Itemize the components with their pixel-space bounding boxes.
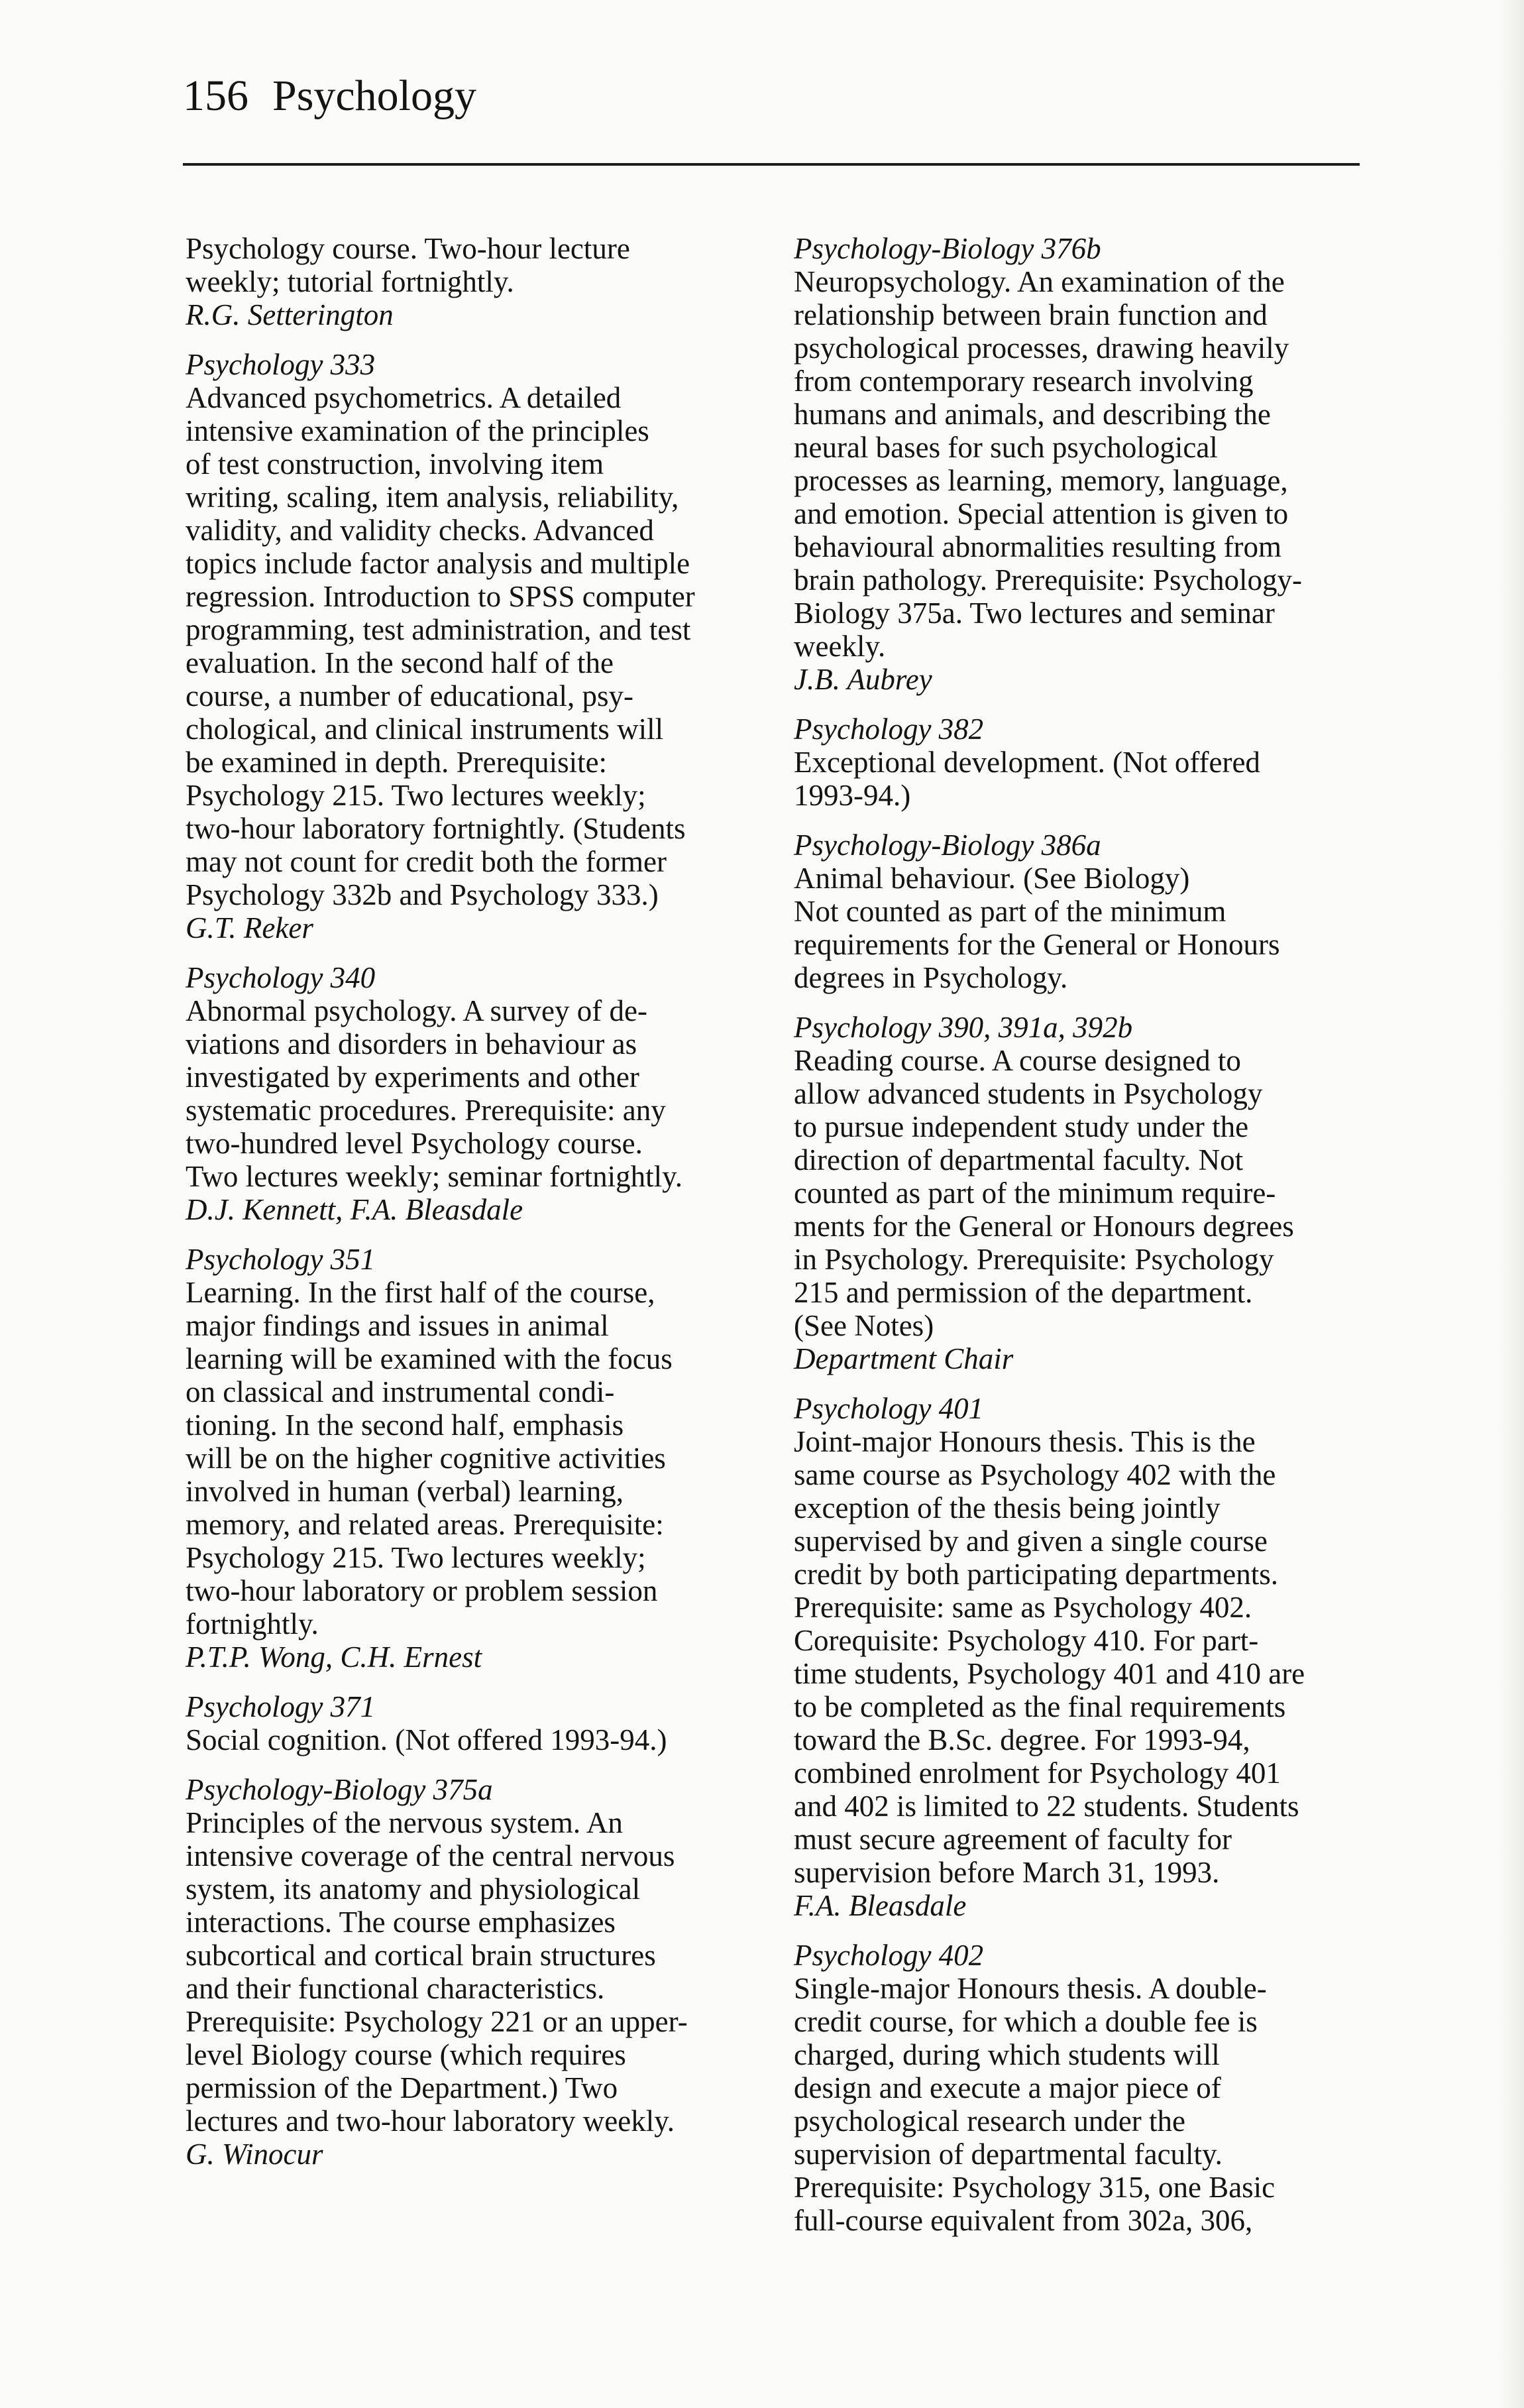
- description-line: involved in human (verbal) learning,: [186, 1475, 624, 1508]
- course-entry: [186, 1690, 782, 1756]
- description-line: weekly; tutorial fortnightly.: [186, 265, 514, 298]
- description-line: Psychology 332b and Psychology 333.): [186, 878, 659, 911]
- description-line: neural bases for such psychological: [794, 431, 1218, 464]
- description-line: learning will be examined with the focus: [186, 1342, 673, 1375]
- course-title: Psychology 401: [794, 1392, 984, 1425]
- course-entry: [186, 232, 782, 331]
- description-line: Abnormal psychology. A survey of de-: [186, 994, 647, 1027]
- description-line: and their functional characteristics.: [186, 1972, 605, 2005]
- description-line: credit by both participating departments.: [794, 1558, 1279, 1591]
- description-line: two-hour laboratory or problem session: [186, 1574, 658, 1607]
- description-line: psychological research under the: [794, 2104, 1185, 2138]
- description-line: lectures and two-hour laboratory weekly.: [186, 2104, 675, 2138]
- description-line: to be completed as the final requirements: [794, 1690, 1286, 1723]
- instructor-name: G.T. Reker: [186, 911, 313, 945]
- description-line: psychological processes, drawing heavily: [794, 331, 1289, 365]
- description-line: and 402 is limited to 22 students. Students: [794, 1790, 1299, 1823]
- description-line: Learning. In the first half of the course,: [186, 1276, 655, 1309]
- description-line: time students, Psychology 401 and 410 are: [794, 1657, 1305, 1690]
- description-line: in Psychology. Prerequisite: Psychology: [794, 1243, 1274, 1276]
- description-line: memory, and related areas. Prerequisite:: [186, 1508, 664, 1541]
- course-entry: [794, 232, 1390, 696]
- course-entry: [794, 1939, 1390, 2237]
- description-line: processes as learning, memory, language,: [794, 464, 1288, 497]
- course-title: Psychology 382: [794, 713, 984, 746]
- description-line: Advanced psychometrics. A detailed: [186, 381, 622, 414]
- description-line: from contemporary research involving: [794, 365, 1254, 398]
- course-entry: [794, 1392, 1390, 1922]
- section-title: Psychology: [272, 72, 477, 120]
- course-entry: [186, 961, 782, 1226]
- description-line: supervised by and given a single course: [794, 1524, 1268, 1558]
- course-entry: [186, 1243, 782, 1674]
- description-line: intensive coverage of the central nervous: [186, 1839, 675, 1872]
- description-line: allow advanced students in Psychology: [794, 1077, 1263, 1110]
- description-line: subcortical and cortical brain structures: [186, 1939, 656, 1972]
- description-line: humans and animals, and describing the: [794, 398, 1271, 431]
- description-line: toward the B.Sc. degree. For 1993-94,: [794, 1723, 1250, 1756]
- description-line: Social cognition. (Not offered 1993-94.): [186, 1723, 667, 1756]
- description-line: may not count for credit both the former: [186, 845, 667, 878]
- page-number: 156: [183, 72, 248, 120]
- description-line: Psychology 215. Two lectures weekly;: [186, 1541, 646, 1574]
- course-title: Psychology-Biology 386a: [794, 829, 1101, 862]
- course-entry: [186, 348, 782, 945]
- description-line: fortnightly.: [186, 1607, 319, 1640]
- description-line: system, its anatomy and physiological: [186, 1872, 641, 1906]
- description-line: Corequisite: Psychology 410. For part-: [794, 1624, 1259, 1657]
- description-line: combined enrolment for Psychology 401: [794, 1756, 1281, 1790]
- course-entry: [186, 1773, 782, 2171]
- description-line: of test construction, involving item: [186, 447, 604, 481]
- instructor-name: P.T.P. Wong, C.H. Ernest: [186, 1640, 482, 1674]
- description-line: to pursue independent study under the: [794, 1110, 1249, 1143]
- description-line: exception of the thesis being jointly: [794, 1491, 1221, 1524]
- description-line: on classical and instrumental condi-: [186, 1375, 615, 1408]
- course-title: Psychology 333: [186, 348, 376, 381]
- description-line: evaluation. In the second half of the: [186, 646, 614, 679]
- course-entry: [794, 829, 1390, 994]
- description-line: Prerequisite: Psychology 315, one Basic: [794, 2171, 1276, 2204]
- description-line: brain pathology. Prerequisite: Psychology-: [794, 563, 1302, 597]
- description-line: requirements for the General or Honours: [794, 928, 1280, 961]
- description-line: Prerequisite: Psychology 221 or an upper-: [186, 2005, 688, 2038]
- description-line: Neuropsychology. An examination of the: [794, 265, 1285, 298]
- description-line: direction of departmental faculty. Not: [794, 1143, 1244, 1176]
- description-line: supervision before March 31, 1993.: [794, 1856, 1220, 1889]
- description-line: supervision of departmental faculty.: [794, 2138, 1223, 2171]
- description-line: intensive examination of the principles: [186, 414, 649, 447]
- description-line: will be on the higher cognitive activities: [186, 1442, 666, 1475]
- description-line: regression. Introduction to SPSS computer: [186, 580, 695, 613]
- description-line: charged, during which students will: [794, 2038, 1220, 2071]
- description-line: degrees in Psychology.: [794, 961, 1068, 994]
- description-line: Biology 375a. Two lectures and seminar: [794, 597, 1275, 630]
- description-line: Two lectures weekly; seminar fortnightly.: [186, 1160, 682, 1193]
- course-title: Psychology 351: [186, 1243, 376, 1276]
- description-line: topics include factor analysis and multiple: [186, 547, 690, 580]
- description-line: relationship between brain function and: [794, 298, 1268, 331]
- description-line: Reading course. A course designed to: [794, 1044, 1241, 1077]
- description-line: and emotion. Special attention is given to: [794, 497, 1289, 530]
- page-edge-shading: [1497, 0, 1524, 2408]
- description-line: systematic procedures. Prerequisite: any: [186, 1094, 666, 1127]
- course-title: Psychology 390, 391a, 392b: [794, 1011, 1133, 1044]
- description-line: must secure agreement of faculty for: [794, 1823, 1232, 1856]
- description-line: Animal behaviour. (See Biology): [794, 862, 1190, 895]
- description-line: two-hundred level Psychology course.: [186, 1127, 643, 1160]
- description-line: Prerequisite: same as Psychology 402.: [794, 1591, 1252, 1624]
- course-title: Psychology-Biology 375a: [186, 1773, 493, 1806]
- description-line: major findings and issues in animal: [186, 1309, 609, 1342]
- course-entry: [794, 713, 1390, 812]
- description-line: Psychology 215. Two lectures weekly;: [186, 779, 646, 812]
- description-line: Psychology course. Two-hour lecture: [186, 232, 630, 265]
- instructor-name: R.G. Setterington: [186, 298, 394, 331]
- description-line: validity, and validity checks. Advanced: [186, 514, 654, 547]
- course-entry: [794, 1011, 1390, 1375]
- description-line: tioning. In the second half, emphasis: [186, 1408, 624, 1442]
- description-line: (See Notes): [794, 1309, 934, 1342]
- description-line: Not counted as part of the minimum: [794, 895, 1226, 928]
- description-line: Principles of the nervous system. An: [186, 1806, 623, 1839]
- left-column: [186, 232, 782, 2187]
- description-line: two-hour laboratory fortnightly. (Students: [186, 812, 686, 845]
- running-head: [183, 74, 476, 118]
- course-title: Psychology 340: [186, 961, 376, 994]
- description-line: same course as Psychology 402 with the: [794, 1458, 1276, 1491]
- description-line: Exceptional development. (Not offered: [794, 746, 1260, 779]
- description-line: viations and disorders in behaviour as: [186, 1027, 637, 1061]
- description-line: weekly.: [794, 630, 886, 663]
- instructor-name: D.J. Kennett, F.A. Bleasdale: [186, 1193, 523, 1226]
- instructor-name: F.A. Bleasdale: [794, 1889, 967, 1922]
- course-title: Psychology-Biology 376b: [794, 232, 1101, 265]
- description-line: investigated by experiments and other: [186, 1061, 639, 1094]
- instructor-name: G. Winocur: [186, 2138, 323, 2171]
- description-line: be examined in depth. Prerequisite:: [186, 746, 608, 779]
- description-line: Joint-major Honours thesis. This is the: [794, 1425, 1256, 1458]
- description-line: credit course, for which a double fee is: [794, 2005, 1258, 2038]
- description-line: chological, and clinical instruments will: [186, 713, 664, 746]
- description-line: permission of the Department.) Two: [186, 2071, 618, 2104]
- description-line: programming, test administration, and test: [186, 613, 691, 646]
- description-line: 215 and permission of the department.: [794, 1276, 1253, 1309]
- description-line: writing, scaling, item analysis, reliability,: [186, 481, 679, 514]
- description-line: behavioural abnormalities resulting from: [794, 530, 1282, 563]
- description-line: full-course equivalent from 302a, 306,: [794, 2204, 1253, 2237]
- description-line: level Biology course (which requires: [186, 2038, 626, 2071]
- instructor-name: Department Chair: [794, 1342, 1014, 1375]
- course-title: Psychology 402: [794, 1939, 984, 1972]
- description-line: Single-major Honours thesis. A double-: [794, 1972, 1267, 2005]
- description-line: design and execute a major piece of: [794, 2071, 1221, 2104]
- description-line: course, a number of educational, psy-: [186, 679, 634, 713]
- description-line: interactions. The course emphasizes: [186, 1906, 616, 1939]
- header-rule: [183, 163, 1360, 166]
- description-line: counted as part of the minimum require-: [794, 1176, 1276, 1210]
- description-line: 1993-94.): [794, 779, 911, 812]
- instructor-name: J.B. Aubrey: [794, 663, 932, 696]
- right-column: [794, 232, 1390, 2254]
- course-title: Psychology 371: [186, 1690, 376, 1723]
- description-line: ments for the General or Honours degrees: [794, 1210, 1294, 1243]
